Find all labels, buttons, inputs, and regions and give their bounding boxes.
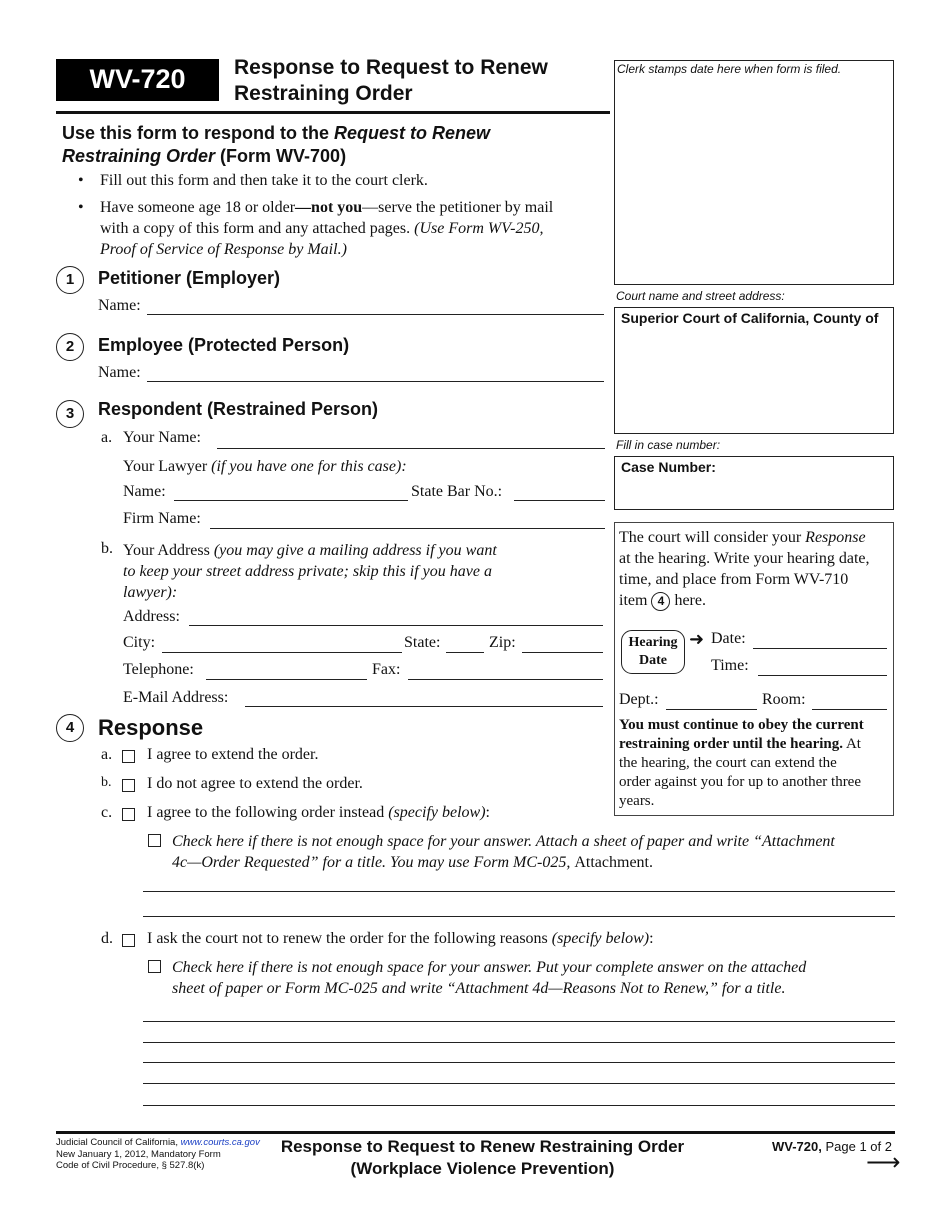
order-requested-line-2[interactable]: [143, 916, 895, 917]
state-field[interactable]: [446, 652, 484, 653]
section-2-title: Employee (Protected Person): [98, 335, 350, 355]
hearing-date-badge: Hearing Date: [621, 630, 685, 674]
hearing-time-field[interactable]: [758, 675, 887, 676]
arrow-right-icon: ➜: [689, 629, 705, 650]
employee-name-label: Name:: [98, 364, 141, 381]
footer-title: Response to Request to Renew Restraining Order (Workplace Violence Prevention): [280, 1137, 685, 1178]
agree-other-order-label: I agree to the following order instead (specify below):: [147, 804, 490, 821]
dept-label: Dept.:: [619, 691, 659, 708]
s3-b-letter: b.: [101, 540, 113, 557]
form-title: [234, 55, 548, 107]
obey-order-notice: You must continue to obey the current restraining order until the hearing. At the hearing, the court can extend the order against you for up to another three years.: [619, 717, 864, 809]
form-title-line1: Response to Request to Renew: [234, 56, 548, 79]
court-name-box[interactable]: [614, 307, 894, 434]
zip-label: Zip:: [489, 634, 516, 651]
dept-field[interactable]: [666, 709, 757, 710]
case-number-label: Case Number:: [621, 459, 716, 475]
s4-c-letter: c.: [101, 804, 113, 821]
hearing-date-label: Date:: [711, 630, 746, 647]
state-bar-field[interactable]: [514, 500, 605, 501]
case-number-box[interactable]: [614, 456, 894, 510]
section-1-number: 1: [56, 266, 84, 294]
footer-meta: Judicial Council of California, www.courts.ca.gov New January 1, 2012, Mandatory Form Code of Civil Procedure, § 527.8(k): [56, 1137, 260, 1171]
fax-field[interactable]: [408, 679, 603, 680]
clerk-stamp-label: Clerk stamps date here when form is filed.: [617, 62, 842, 76]
section-2-number: 2: [56, 333, 84, 361]
court-name-text: Superior Court of California, County of: [621, 310, 879, 326]
intro-bullet-2: • Have someone age 18 or older—not you—serve the petitioner by mail with a copy of this form and any attached pages. (Use Form WV-250, Proof of Service of Response by Mail.): [78, 199, 554, 258]
your-name-field[interactable]: [217, 448, 605, 449]
agree-extend-label: I agree to extend the order.: [147, 746, 319, 763]
next-page-arrow-icon[interactable]: ⟶: [866, 1148, 901, 1176]
room-label: Room:: [762, 691, 806, 708]
agree-other-order-checkbox[interactable]: [122, 808, 135, 821]
your-name-label: Your Name:: [123, 429, 201, 446]
footer-rule: [56, 1131, 895, 1134]
not-agree-extend-checkbox[interactable]: [122, 779, 135, 792]
hearing-info-text: The court will consider your Response at the hearing. Write your hearing date, time, and place from Form WV-710 item 4 here.: [619, 529, 870, 609]
s4-d-letter: d.: [101, 930, 113, 947]
lawyer-name-label: Name:: [123, 483, 166, 500]
order-requested-line-1[interactable]: [143, 891, 895, 892]
petitioner-name-field[interactable]: [147, 314, 604, 315]
section-4-title: Response: [98, 715, 204, 740]
telephone-field[interactable]: [206, 679, 367, 680]
reasons-line-3[interactable]: [143, 1062, 895, 1063]
fax-label: Fax:: [372, 661, 401, 678]
telephone-label: Telephone:: [123, 661, 194, 678]
email-label: E-Mail Address:: [123, 689, 229, 706]
address-field[interactable]: [189, 625, 603, 626]
s4-a-letter: a.: [101, 746, 113, 763]
firm-name-field[interactable]: [210, 528, 605, 529]
s3-a-letter: a.: [101, 429, 113, 446]
city-field[interactable]: [162, 652, 402, 653]
employee-name-field[interactable]: [147, 381, 604, 382]
clerk-stamp-box: [614, 60, 894, 285]
section-3-number: 3: [56, 400, 84, 428]
email-field[interactable]: [245, 706, 603, 707]
room-field[interactable]: [812, 709, 887, 710]
form-id-badge: [56, 59, 219, 101]
attachment-4c-checkbox[interactable]: [148, 834, 161, 847]
firm-name-label: Firm Name:: [123, 510, 201, 527]
city-label: City:: [123, 634, 156, 651]
petitioner-name-label: Name:: [98, 297, 141, 314]
attachment-4d-instructions: Check here if there is not enough space for your answer. Put your complete answer on the attached sheet of paper or Form MC-025 and write “Attachment 4d—Reasons Not to Renew,” for a title.: [172, 959, 807, 997]
state-label: State:: [404, 634, 441, 651]
hearing-date-field[interactable]: [753, 648, 887, 649]
form-title-line2: Restraining Order: [234, 82, 413, 105]
reasons-line-5[interactable]: [143, 1105, 895, 1106]
attachment-4c-instructions: Check here if there is not enough space for your answer. Attach a sheet of paper and write “Attachment 4c—Order Requested” for a title. You may use Form MC-025, Attachment.: [172, 833, 835, 871]
form-id: WV-720: [89, 64, 186, 94]
reasons-line-2[interactable]: [143, 1042, 895, 1043]
hearing-time-label: Time:: [711, 657, 749, 674]
section-1-title: Petitioner (Employer): [98, 268, 281, 288]
section-4-number: 4: [56, 714, 84, 742]
your-address-instructions: Your Address (you may give a mailing address if you want to keep your street address private; skip this if you have a lawyer):: [123, 542, 497, 601]
item-4-circle: 4: [651, 592, 670, 611]
reasons-line-4[interactable]: [143, 1083, 895, 1084]
case-number-instruction: Fill in case number:: [616, 438, 721, 452]
courts-website-link[interactable]: www.courts.ca.gov: [180, 1137, 260, 1148]
address-label: Address:: [123, 608, 180, 625]
not-agree-extend-label: I do not agree to extend the order.: [147, 775, 363, 792]
zip-field[interactable]: [522, 652, 603, 653]
not-renew-label: I ask the court not to renew the order for the following reasons (specify below):: [147, 930, 654, 947]
reasons-line-1[interactable]: [143, 1021, 895, 1022]
state-bar-label: State Bar No.:: [411, 483, 503, 500]
your-lawyer-label: Your Lawyer (if you have one for this case):: [123, 458, 407, 475]
s4-b-letter: b.: [101, 775, 112, 790]
not-renew-checkbox[interactable]: [122, 934, 135, 947]
court-name-label: Court name and street address:: [616, 289, 785, 303]
intro-heading: Use this form to respond to the Request to Renew Restraining Order (Form WV-700): [62, 123, 491, 166]
agree-extend-checkbox[interactable]: [122, 750, 135, 763]
attachment-4d-checkbox[interactable]: [148, 960, 161, 973]
section-3-title: Respondent (Restrained Person): [98, 399, 379, 419]
page-indicator: WV-720, Page 1 of 2: [772, 1139, 892, 1154]
lawyer-name-field[interactable]: [174, 500, 408, 501]
header-rule: [56, 111, 610, 114]
